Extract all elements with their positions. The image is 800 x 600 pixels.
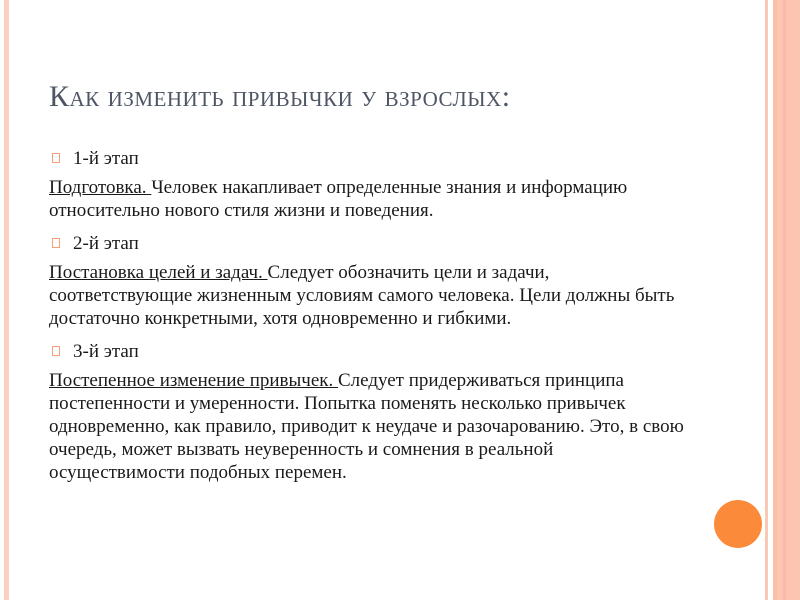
left-border-stripe bbox=[4, 0, 9, 600]
stage-text: Следует обозначить цели и задачи, соответствующие жизненным условиям самого человека. Цели должны быть достаточно конкретными, хотя одновременно и гибкими. bbox=[49, 262, 675, 329]
stage-label: 3-й этап bbox=[73, 340, 139, 362]
right-wide-stripe bbox=[773, 0, 800, 600]
slide-title: Как изменить привычки у взрослых: bbox=[49, 80, 511, 113]
stage-1-paragraph bbox=[49, 176, 689, 222]
stage-text: Человек накапливает определенные знания и информацию относительно нового стиля жизни и поведения. bbox=[49, 177, 628, 221]
stage-lead: Подготовка. bbox=[49, 177, 152, 198]
square-bullet-icon bbox=[52, 346, 60, 356]
stage-3-paragraph bbox=[49, 369, 689, 484]
stage-label: 2-й этап bbox=[73, 232, 139, 254]
stage-label: 1-й этап bbox=[73, 147, 139, 169]
right-thin-stripe bbox=[765, 0, 768, 600]
stage-3-heading bbox=[49, 339, 689, 363]
slide-content bbox=[49, 146, 689, 493]
stage-2-heading bbox=[49, 231, 689, 255]
square-bullet-icon bbox=[52, 238, 60, 248]
stage-text: Следует придерживаться принципа постепенности и умеренности. Попытка поменять несколько привычек одновременно, как правило, приводит к неудаче и разочарованию. Это, в свою очередь, может вызвать неуверенность и сомнения в реальной осуществимости подобных перемен. bbox=[49, 370, 684, 483]
stage-2-paragraph bbox=[49, 261, 689, 330]
square-bullet-icon bbox=[52, 153, 60, 163]
stage-lead: Постановка целей и задач. bbox=[49, 262, 268, 283]
stage-lead: Постепенное изменение привычек. bbox=[49, 370, 338, 391]
orange-circle-decoration bbox=[714, 500, 762, 548]
stage-1-heading bbox=[49, 146, 689, 170]
